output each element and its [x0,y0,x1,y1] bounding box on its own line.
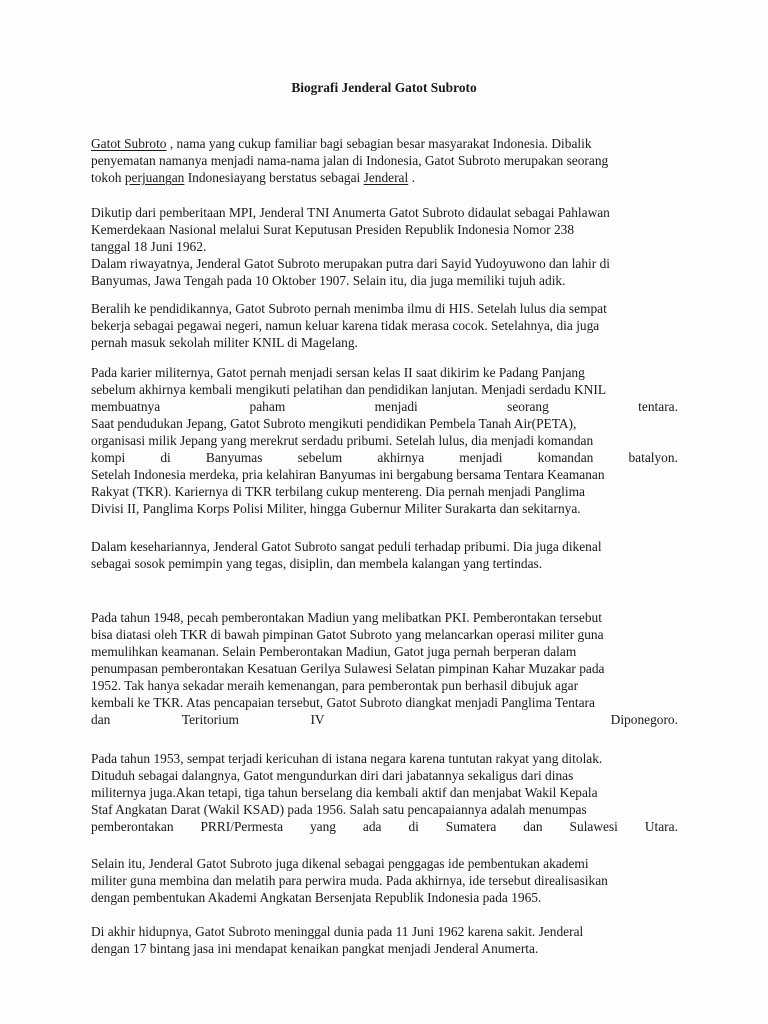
gatot-subroto-link[interactable]: Gatot Subroto [91,136,167,151]
paragraph-line: penyematan namanya menjadi nama-nama jalan di Indonesia, Gatot Subroto merupakan seorang [91,153,609,168]
paragraph-line: organisasi milik Jepang yang merekrut serdadu pribumi. Setelah lulus, dia menjadi komandan [91,433,594,448]
paragraph-academy [91,855,678,906]
paragraph-line: Staf Angkatan Darat (Wakil KSAD) pada 1956. Salah satu pencapaiannya adalah menumpas [91,802,587,817]
paragraph-line: Dalam riwayatnya, Jenderal Gatot Subroto merupakan putra dari Sayid Yudoyuwono dan lahir di [91,256,610,271]
paragraph-line: Dikutip dari pemberitaan MPI, Jenderal TNI Anumerta Gatot Subroto didaulat sebagai Pahlawan [91,205,610,220]
paragraph-line: bekerja sebagai pegawai negeri, namun keluar karena tidak merasa cocok. Setelahnya, dia juga [91,318,600,333]
paragraph-line: Dalam kesehariannya, Jenderal Gatot Subroto sangat peduli terhadap pribumi. Dia juga dikenal [91,539,602,554]
justified-line: membuatnya paham menjadi seorang tentara. [91,399,678,414]
paragraph-line: Beralih ke pendidikannya, Gatot Subroto pernah menimba ilmu di HIS. Setelah lulus dia sempat [91,301,607,316]
paragraph-line: Pada tahun 1953, sempat terjadi kericuhan di istana negara karena tuntutan rakyat yang ditolak. [91,751,603,766]
perjuangan-link[interactable]: perjuangan [124,170,185,185]
paragraph-intro [91,135,678,186]
justified-line: dan Teritorium IV Diponegoro. [91,712,678,727]
paragraph-line: Pada karier militernya, Gatot pernah menjadi sersan kelas II saat dikirim ke Padang Panjang [91,365,585,380]
paragraph-line: dengan pembentukan Akademi Angkatan Bersenjata Republik Indonesia pada 1965. [91,890,542,905]
justified-line: pemberontakan PRRI/Permesta yang ada di Sumatera dan Sulawesi Utara. [91,819,678,834]
paragraph-line: militer guna membina dan melatih para perwira muda. Pada akhirnya, ide tersebut direalisasikan [91,873,608,888]
paragraph-line: Di akhir hidupnya, Gatot Subroto meninggal dunia pada 11 Juni 1962 karena sakit. Jenderal [91,924,584,939]
paragraph-line: Selain itu, Jenderal Gatot Subroto juga dikenal sebagai penggagas ide pembentukan akademi [91,856,589,871]
paragraph-military-career [91,364,678,517]
paragraph-line: Divisi II, Panglima Korps Polisi Militer, hingga Gubernur Militer Surakarta dan sekitarnya. [91,501,581,516]
paragraph-madiun [91,609,678,728]
paragraph-line: kembali ke TKR. Atas pencapaian tersebut, Gatot Subroto diangkat menjadi Panglima Tentara [91,695,595,710]
paragraph-education [91,300,678,351]
paragraph-line: dengan 17 bintang jasa ini mendapat kenaikan pangkat menjadi Jenderal Anumerta. [91,941,539,956]
paragraph-death [91,923,678,957]
paragraph-line: Pada tahun 1948, pecah pemberontakan Madiun yang melibatkan PKI. Pemberontakan tersebut [91,610,602,625]
paragraph-line: penumpasan pemberontakan Kesatuan Gerilya Sulawesi Selatan pimpinan Kahar Muzakar pada [91,661,605,676]
paragraph-line: Kemerdekaan Nasional melalui Surat Keputusan Presiden Republik Indonesia Nomor 238 [91,222,575,237]
jenderal-link[interactable]: Jenderal [363,170,409,185]
paragraph-1953 [91,750,678,835]
paragraph-line: sebagai sosok pemimpin yang tegas, disiplin, dan membela kalangan yang tertindas. [91,556,543,571]
paragraph-line: memulihkan keamanan. Selain Pemberontakan Madiun, Gatot juga pernah berperan dalam [91,644,577,659]
paragraph-line: sebelum akhirnya kembali mengikuti pelatihan dan pendidikan lanjutan. Menjadi serdadu KNIL [91,382,607,397]
paragraph-line: Saat pendudukan Jepang, Gatot Subroto mengikuti pendidikan Pembela Tanah Air(PETA), [91,416,577,431]
paragraph-mpi [91,204,678,289]
paragraph-line: Setelah Indonesia merdeka, pria kelahiran Banyumas ini bergabung bersama Tentara Keamanan [91,467,605,482]
paragraph-line: militernya juga.Akan tetapi, tiga tahun berselang dia kembali aktif dan menjabat Wakil Kepala [91,785,598,800]
paragraph-line: 1952. Tak hanya sekadar meraih kemenangan, para pemberontak pun berhasil dibujuk agar [91,678,579,693]
paragraph-daily-life [91,538,678,572]
paragraph-line: Banyumas, Jawa Tengah pada 10 Oktober 1907. Selain itu, dia juga memiliki tujuh adik. [91,273,566,288]
paragraph-line: tokoh perjuangan Indonesiayang berstatus sebagai Jenderal . [91,170,415,185]
paragraph-line: bisa diatasi oleh TKR di bawah pimpinan Gatot Subroto yang melancarkan operasi militer guna [91,627,604,642]
paragraph-line: tanggal 18 Juni 1962. [91,239,207,254]
justified-line: kompi di Banyumas sebelum akhirnya menjadi komandan batalyon. [91,450,678,465]
paragraph-line: Rakyat (TKR). Kariernya di TKR terbilang cukup mentereng. Dia pernah menjadi Panglima [91,484,585,499]
paragraph-line: Dituduh sebagai dalangnya, Gatot mengundurkan diri dari jabatannya sekaligus dari dinas [91,768,574,783]
page-title: Biografi Jenderal Gatot Subroto [291,80,477,95]
paragraph-line: Gatot Subroto , nama yang cukup familiar bagi sebagian besar masyarakat Indonesia. Dibalik [91,136,592,151]
paragraph-line: pernah masuk sekolah militer KNIL di Magelang. [91,335,358,350]
